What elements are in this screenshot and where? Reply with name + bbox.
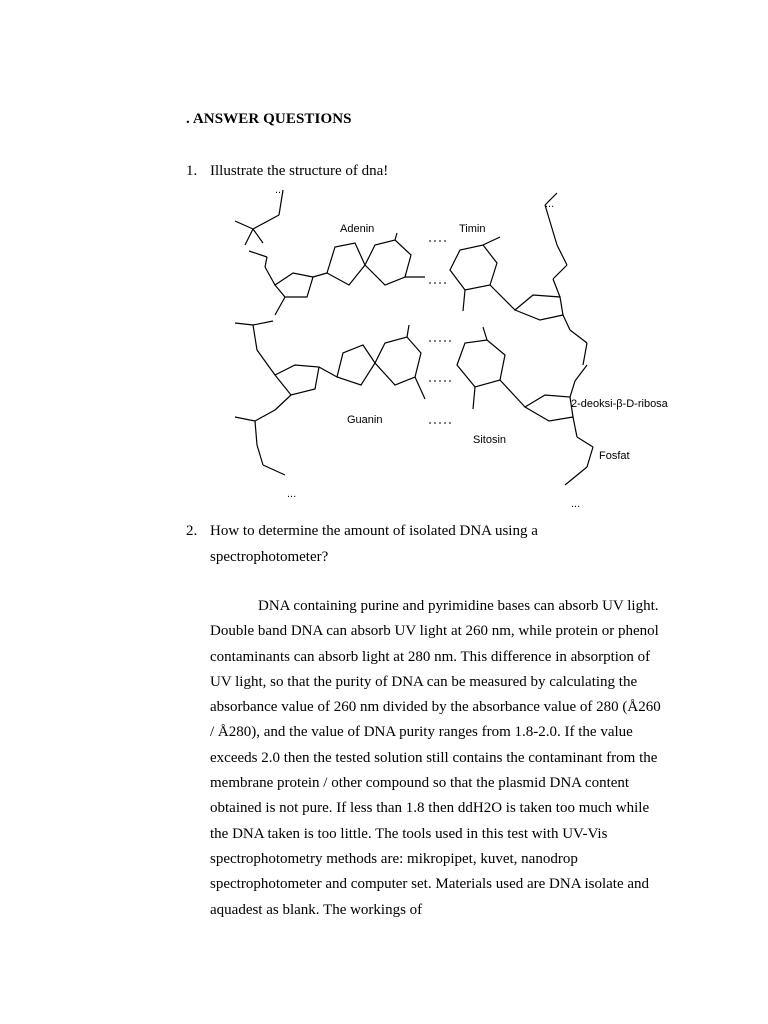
question-1-text: Illustrate the structure of dna! [210, 163, 389, 179]
answer-line: Materials used are DNA isolate and aquadest as blank. The workings of [210, 876, 650, 918]
question-2-line-1: How to determine the amount of isolated DNA using a [210, 523, 538, 539]
ellipsis-top-left: ... [275, 185, 285, 196]
answer-line: light. Double band DNA can absorb UV light at 260 nm, while protein [210, 598, 659, 640]
ellipsis-bottom-left: ... [287, 488, 297, 500]
question-2 [186, 518, 656, 570]
answer-line: value of 280 (Å260 / Å280), and the value of DNA purity ranges from [210, 699, 661, 741]
answer-paragraph [210, 594, 662, 923]
dna-structure-figure [215, 185, 675, 515]
ellipsis-top-right: ... [545, 198, 555, 210]
question-1-number: 1. [186, 163, 198, 179]
answer-line: used in this test with UV-Vis spectrophotometry methods are: [210, 825, 608, 867]
answer-line: ddH2O is taken too much while the DNA taken is too little. The tools [210, 800, 650, 842]
label-ribosa: 2-deoksi-β-D-ribosa [571, 398, 668, 410]
answer-line: the contaminant from the membrane protein / other compound so that [210, 749, 658, 792]
section-heading: . ANSWER QUESTIONS [186, 111, 352, 127]
answer-line: mikropipet, kuvet, nanodrop spectrophotometer and computer set. [210, 850, 578, 893]
label-guanin: Guanin [347, 414, 383, 426]
question-2-number: 2. [186, 523, 198, 539]
label-sitosin: Sitosin [473, 434, 507, 446]
answer-line: DNA containing purine and pyrimidine bases can absorb UV [258, 598, 624, 614]
ellipsis-bottom-right: ... [571, 498, 581, 510]
label-timin: Timin [459, 223, 486, 235]
answer-line: 1.8-2.0. If the value exceeds 2.0 then the tested solution still contains [210, 724, 633, 766]
answer-line: absorption of UV light, so that the purity of DNA can be measured by [210, 648, 651, 690]
answer-line: or phenol contaminants can absorb light at 280 nm. This difference in [210, 623, 659, 665]
answer-line: the plasmid DNA content obtained is not pure. If less than 1.8 then [210, 775, 630, 817]
answer-line: calculating the absorbance value of 260 nm divided by the absorbance [210, 673, 638, 716]
label-fosfat: Fosfat [599, 450, 630, 462]
question-1 [186, 158, 388, 184]
question-2-line-2: spectrophotometer? [210, 549, 329, 565]
label-adenin: Adenin [340, 223, 375, 235]
